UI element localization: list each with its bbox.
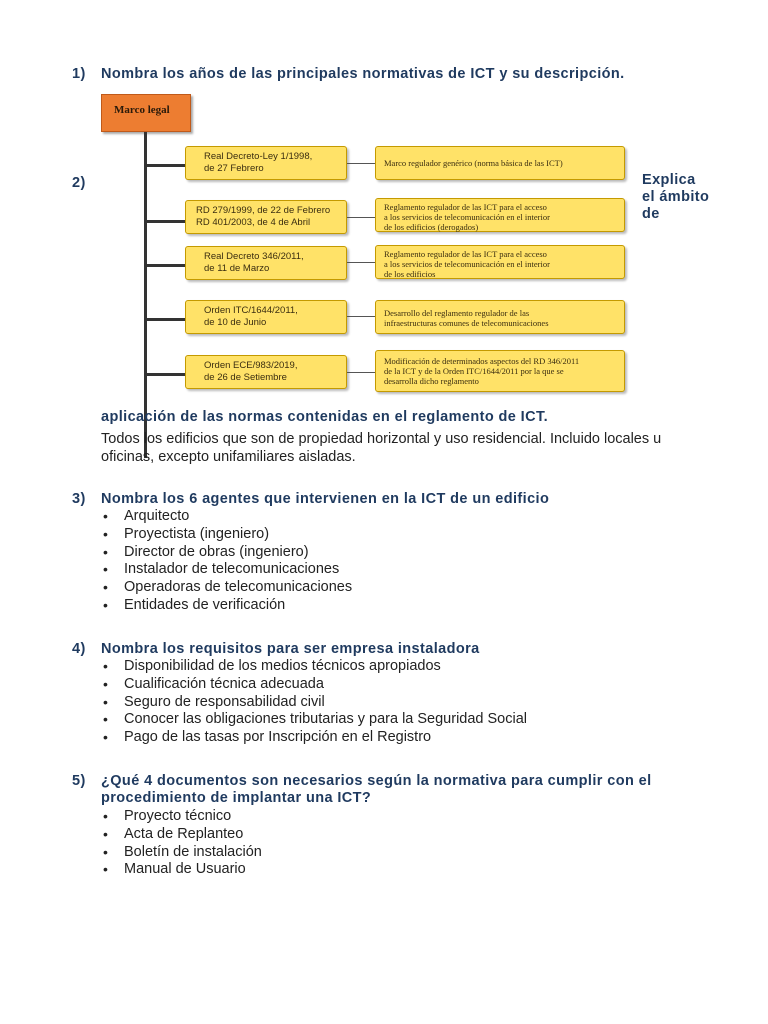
list-item: • Disponibilidad de los medios técnicos apropiados bbox=[101, 658, 527, 676]
description-line: a los servicios de telecomunicación en el interior bbox=[384, 259, 550, 269]
description-box bbox=[375, 146, 625, 180]
question-number: 3) bbox=[72, 491, 86, 507]
list-item: • Arquitecto bbox=[101, 508, 352, 526]
description-line: Marco regulador genérico (norma básica de las ICT) bbox=[384, 158, 563, 168]
date-line: Real Decreto-Ley 1/1998, bbox=[204, 151, 313, 162]
agents-list bbox=[101, 508, 352, 615]
documents-list bbox=[101, 808, 262, 879]
diagram-connector-line bbox=[347, 372, 375, 373]
side-text-line: el ámbito bbox=[642, 189, 710, 205]
diagram-branch-line bbox=[146, 164, 186, 167]
side-text-line: de bbox=[642, 206, 660, 222]
list-item: • Conocer las obligaciones tributarias y para la Seguridad Social bbox=[101, 711, 527, 729]
diagram-branch-line bbox=[146, 318, 186, 321]
question-text: Nombra los 6 agentes que intervienen en la ICT de un edificio bbox=[101, 491, 550, 507]
date-line: de 10 de Junio bbox=[204, 317, 267, 328]
list-item: • Manual de Usuario bbox=[101, 861, 262, 879]
date-box bbox=[185, 200, 347, 234]
description-box bbox=[375, 245, 625, 279]
list-item: • Entidades de verificación bbox=[101, 597, 352, 615]
date-line: de 11 de Marzo bbox=[204, 263, 270, 274]
question-2-continuation: aplicación de las normas contenidas en el reglamento de ICT. bbox=[101, 409, 549, 425]
diagram-connector-line bbox=[347, 316, 375, 317]
question-text bbox=[101, 773, 701, 807]
side-text-line: Explica bbox=[642, 172, 696, 188]
description-box bbox=[375, 350, 625, 392]
diagram-branch-line bbox=[146, 264, 186, 267]
list-item: • Cualificación técnica adecuada bbox=[101, 676, 527, 694]
list-item: • Director de obras (ingeniero) bbox=[101, 544, 352, 562]
description-box bbox=[375, 198, 625, 232]
list-item: • Instalador de telecomunicaciones bbox=[101, 561, 352, 579]
description-line: de los edificios bbox=[384, 269, 436, 279]
date-line: Orden ECE/983/2019, bbox=[204, 360, 298, 371]
question-2-side-text bbox=[642, 172, 722, 223]
requirements-list bbox=[101, 658, 527, 747]
description-line: infraestructuras comunes de telecomunicaciones bbox=[384, 318, 549, 328]
date-box bbox=[185, 246, 347, 280]
list-item: • Pago de las tasas por Inscripción en el Registro bbox=[101, 729, 527, 747]
description-line: Modificación de determinados aspectos del RD 346/2011 bbox=[384, 356, 580, 366]
diagram-connector-line bbox=[347, 217, 375, 218]
diagram-connector-line bbox=[347, 163, 375, 164]
description-line: a los servicios de telecomunicación en el interior bbox=[384, 212, 550, 222]
question-number: 5) bbox=[72, 773, 86, 789]
question-number: 4) bbox=[72, 641, 86, 657]
diagram-connector-line bbox=[347, 262, 375, 263]
date-line: RD 401/2003, de 4 de Abril bbox=[196, 217, 311, 228]
question-text-line: ¿Qué 4 documentos son necesarios según la normativa para cumplir con el bbox=[101, 773, 652, 789]
question-text: Nombra los años de las principales normativas de ICT y su descripción. bbox=[101, 66, 625, 82]
date-line: Orden ITC/1644/2011, bbox=[204, 305, 298, 316]
description-line: Desarrollo del reglamento regulador de las bbox=[384, 308, 530, 318]
question-2-answer: Todos los edificios que son de propiedad horizontal y uso residencial. Incluido locales u oficinas, excepto unifamiliares aisladas. bbox=[101, 431, 662, 465]
description-line: de la ICT y de la Orden ITC/1644/2011 por la que se bbox=[384, 366, 564, 376]
diagram-branch-line bbox=[146, 373, 186, 376]
diagram-title-box: Marco legal bbox=[101, 94, 191, 132]
list-item: • Proyectista (ingeniero) bbox=[101, 526, 352, 544]
list-item: • Acta de Replanteo bbox=[101, 826, 262, 844]
list-item: • Seguro de responsabilidad civil bbox=[101, 694, 527, 712]
description-box bbox=[375, 300, 625, 334]
description-line: desarrolla dicho reglamento bbox=[384, 376, 479, 386]
date-line: Real Decreto 346/2011, bbox=[204, 251, 304, 262]
question-number: 1) bbox=[72, 66, 86, 82]
question-text: Nombra los requisitos para ser empresa instaladora bbox=[101, 641, 480, 657]
description-line: de los edificios (derogados) bbox=[384, 222, 479, 232]
diagram-branch-line bbox=[146, 220, 186, 223]
date-line: de 26 de Setiembre bbox=[204, 372, 287, 383]
list-item: • Boletín de instalación bbox=[101, 844, 262, 862]
question-number: 2) bbox=[72, 175, 86, 191]
date-box bbox=[185, 146, 347, 180]
description-line: Reglamento regulador de las ICT para el acceso bbox=[384, 202, 547, 212]
date-box bbox=[185, 300, 347, 334]
date-line: de 27 Febrero bbox=[204, 163, 264, 174]
date-line: RD 279/1999, de 22 de Febrero bbox=[196, 205, 331, 216]
list-item: • Proyecto técnico bbox=[101, 808, 262, 826]
date-box bbox=[185, 355, 347, 389]
list-item: • Operadoras de telecomunicaciones bbox=[101, 579, 352, 597]
description-line: Reglamento regulador de las ICT para el acceso bbox=[384, 249, 547, 259]
question-text-line: procedimiento de implantar una ICT? bbox=[101, 790, 372, 806]
marco-legal-diagram bbox=[100, 92, 630, 397]
